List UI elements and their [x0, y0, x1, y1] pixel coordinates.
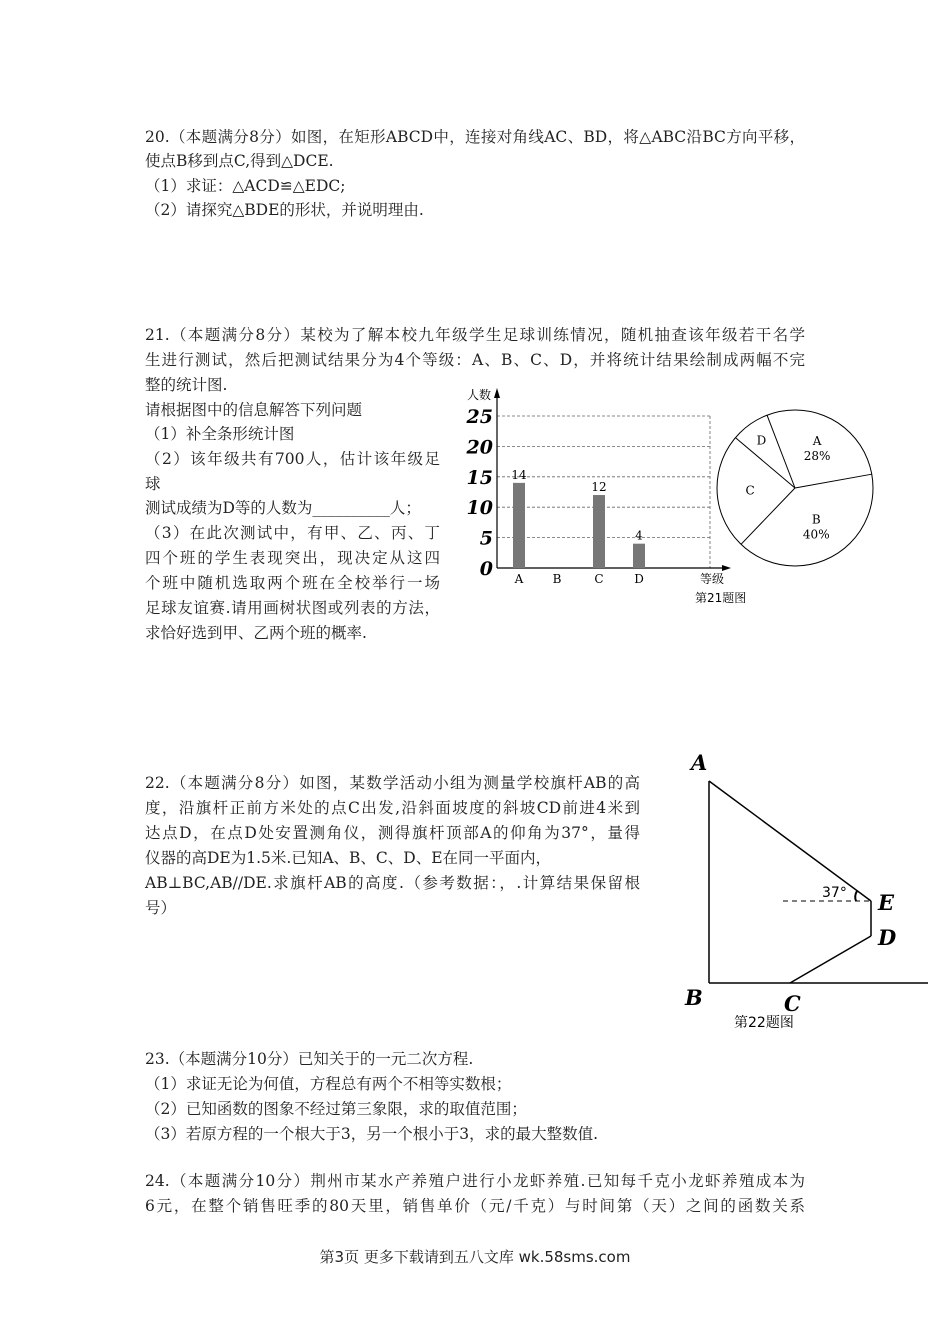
q23-line: 23.（本题满分10分）已知关于的一元二次方程. [145, 1050, 474, 1068]
q20-line: （2）请探究△BDE的形状，并说明理由. [145, 201, 424, 219]
x-axis-label: 等级 [700, 572, 725, 586]
y-axis-label: 人数 [467, 388, 492, 402]
q22-line: 仪器的高DE为1.5米.已知A、B、C、D、E在同一平面内， [145, 849, 552, 867]
q21-left-line: （3）在此次测试中，有甲、乙、丙、丁 [145, 524, 440, 542]
bar-value-label: 4 [635, 528, 643, 543]
q20-line: 20.（本题满分8分）如图，在矩形ABCD中，连接对角线AC、BD，将△ABC沿BC方向平移， [145, 128, 805, 146]
q20-line: 使点B移到点C,得到△DCE. [145, 152, 334, 170]
q22-line: AB⊥BC,AB//DE.求旗杆AB的高度.（参考数据：，.计算结果保留根 [145, 874, 640, 892]
pie-slice-label: C [745, 483, 755, 498]
bar-value-label: 12 [591, 480, 607, 495]
bar-value-label: 14 [511, 467, 527, 482]
q21-left-line: 四个班的学生表现突出，现决定从这四 [145, 549, 440, 567]
pie-slice-percent: 28% [803, 448, 831, 463]
y-tick-label: 15 [466, 466, 493, 489]
q22-line: 度，沿旗杆正前方米处的点C出发,沿斜面坡度的斜坡CD前进4米到 [145, 799, 640, 817]
q23-line: （1）求证无论为何值，方程总有两个不相等实数根； [145, 1075, 512, 1093]
q21-left-line: 求恰好选到甲、乙两个班的概率. [145, 624, 367, 642]
x-tick-label: B [552, 572, 562, 586]
q20-line: （1）求证：△ACD≌△EDC; [145, 177, 346, 195]
q21-left-line: （1）补全条形统计图 [145, 425, 295, 443]
pie-slice-label: A [812, 433, 822, 448]
q21-left-line: （2）该年级共有700人，估计该年级足 [145, 450, 440, 468]
q21-line: 21.（本题满分8分）某校为了解本校九年级学生足球训练情况，随机抽查该年级若干名学 [145, 326, 805, 344]
x-tick-label: D [634, 572, 644, 586]
q23-line: （3）若原方程的一个根大于3，另一个根小于3，求的最大整数值. [145, 1125, 599, 1143]
q24-line: 6元，在整个销售旺季的80天里，销售单价（元/千克）与时间第（天）之间的函数关系 [145, 1197, 805, 1215]
line-ae [709, 781, 871, 901]
x-tick-label: C [594, 572, 604, 586]
y-tick-label: 0 [479, 558, 493, 580]
pie-slice-percent: 40% [802, 527, 830, 542]
q22-line: 22.（本题满分8分）如图，某数学活动小组为测量学校旗杆AB的高 [145, 774, 640, 792]
figure-caption: 第22题图 [734, 1015, 794, 1031]
page-footer: 第3页 更多下载请到五八文库 wk.58sms.com [319, 1248, 631, 1266]
q21-line: 生进行测试，然后把测试结果分为4个等级：A、B、C、D，并将统计结果绘制成两幅不完 [145, 351, 805, 369]
slope-cd [790, 936, 871, 983]
chart-caption: 第21题图 [695, 591, 747, 605]
angle-arc [855, 891, 857, 901]
q24-line: 24.（本题满分10分）荆州市某水产养殖户进行小龙虾养殖.已知每千克小龙虾养殖成本为 [145, 1172, 805, 1190]
label-d: D [878, 925, 897, 950]
q22-line: 达点D，在点D处安置测角仪，测得旗杆顶部A的仰角为37°，量得 [145, 824, 640, 842]
y-tick-label: 25 [466, 406, 493, 428]
y-tick-label: 10 [466, 497, 493, 520]
q21-left-line: 测试成绩为D等的人数为__________人； [145, 499, 421, 517]
pie-slice-label: D [756, 433, 767, 448]
y-tick-label: 20 [466, 436, 493, 459]
x-tick-label: A [514, 572, 524, 586]
label-b: B [685, 985, 703, 1010]
label-c: C [784, 991, 801, 1016]
q21-left-line: 足球友谊赛.请用画树状图或列表的方法， [145, 599, 440, 617]
y-tick-label: 5 [479, 527, 493, 550]
q21-left-line: 请根据图中的信息解答下列问题 [145, 401, 363, 419]
q23-line: （2）已知函数的图象不经过第三象限，求的取值范围； [145, 1100, 527, 1118]
label-e: E [878, 890, 895, 915]
pie-slice-label: B [811, 512, 821, 527]
q21-line: 整的统计图. [145, 376, 228, 394]
q21-left-line: 球 [145, 475, 161, 493]
label-a: A [691, 750, 708, 775]
q21-left-line: 个班中随机选取两个班在全校举行一场 [145, 574, 440, 592]
q22-line: 号） [145, 899, 177, 917]
angle-label: 37° [822, 885, 847, 901]
